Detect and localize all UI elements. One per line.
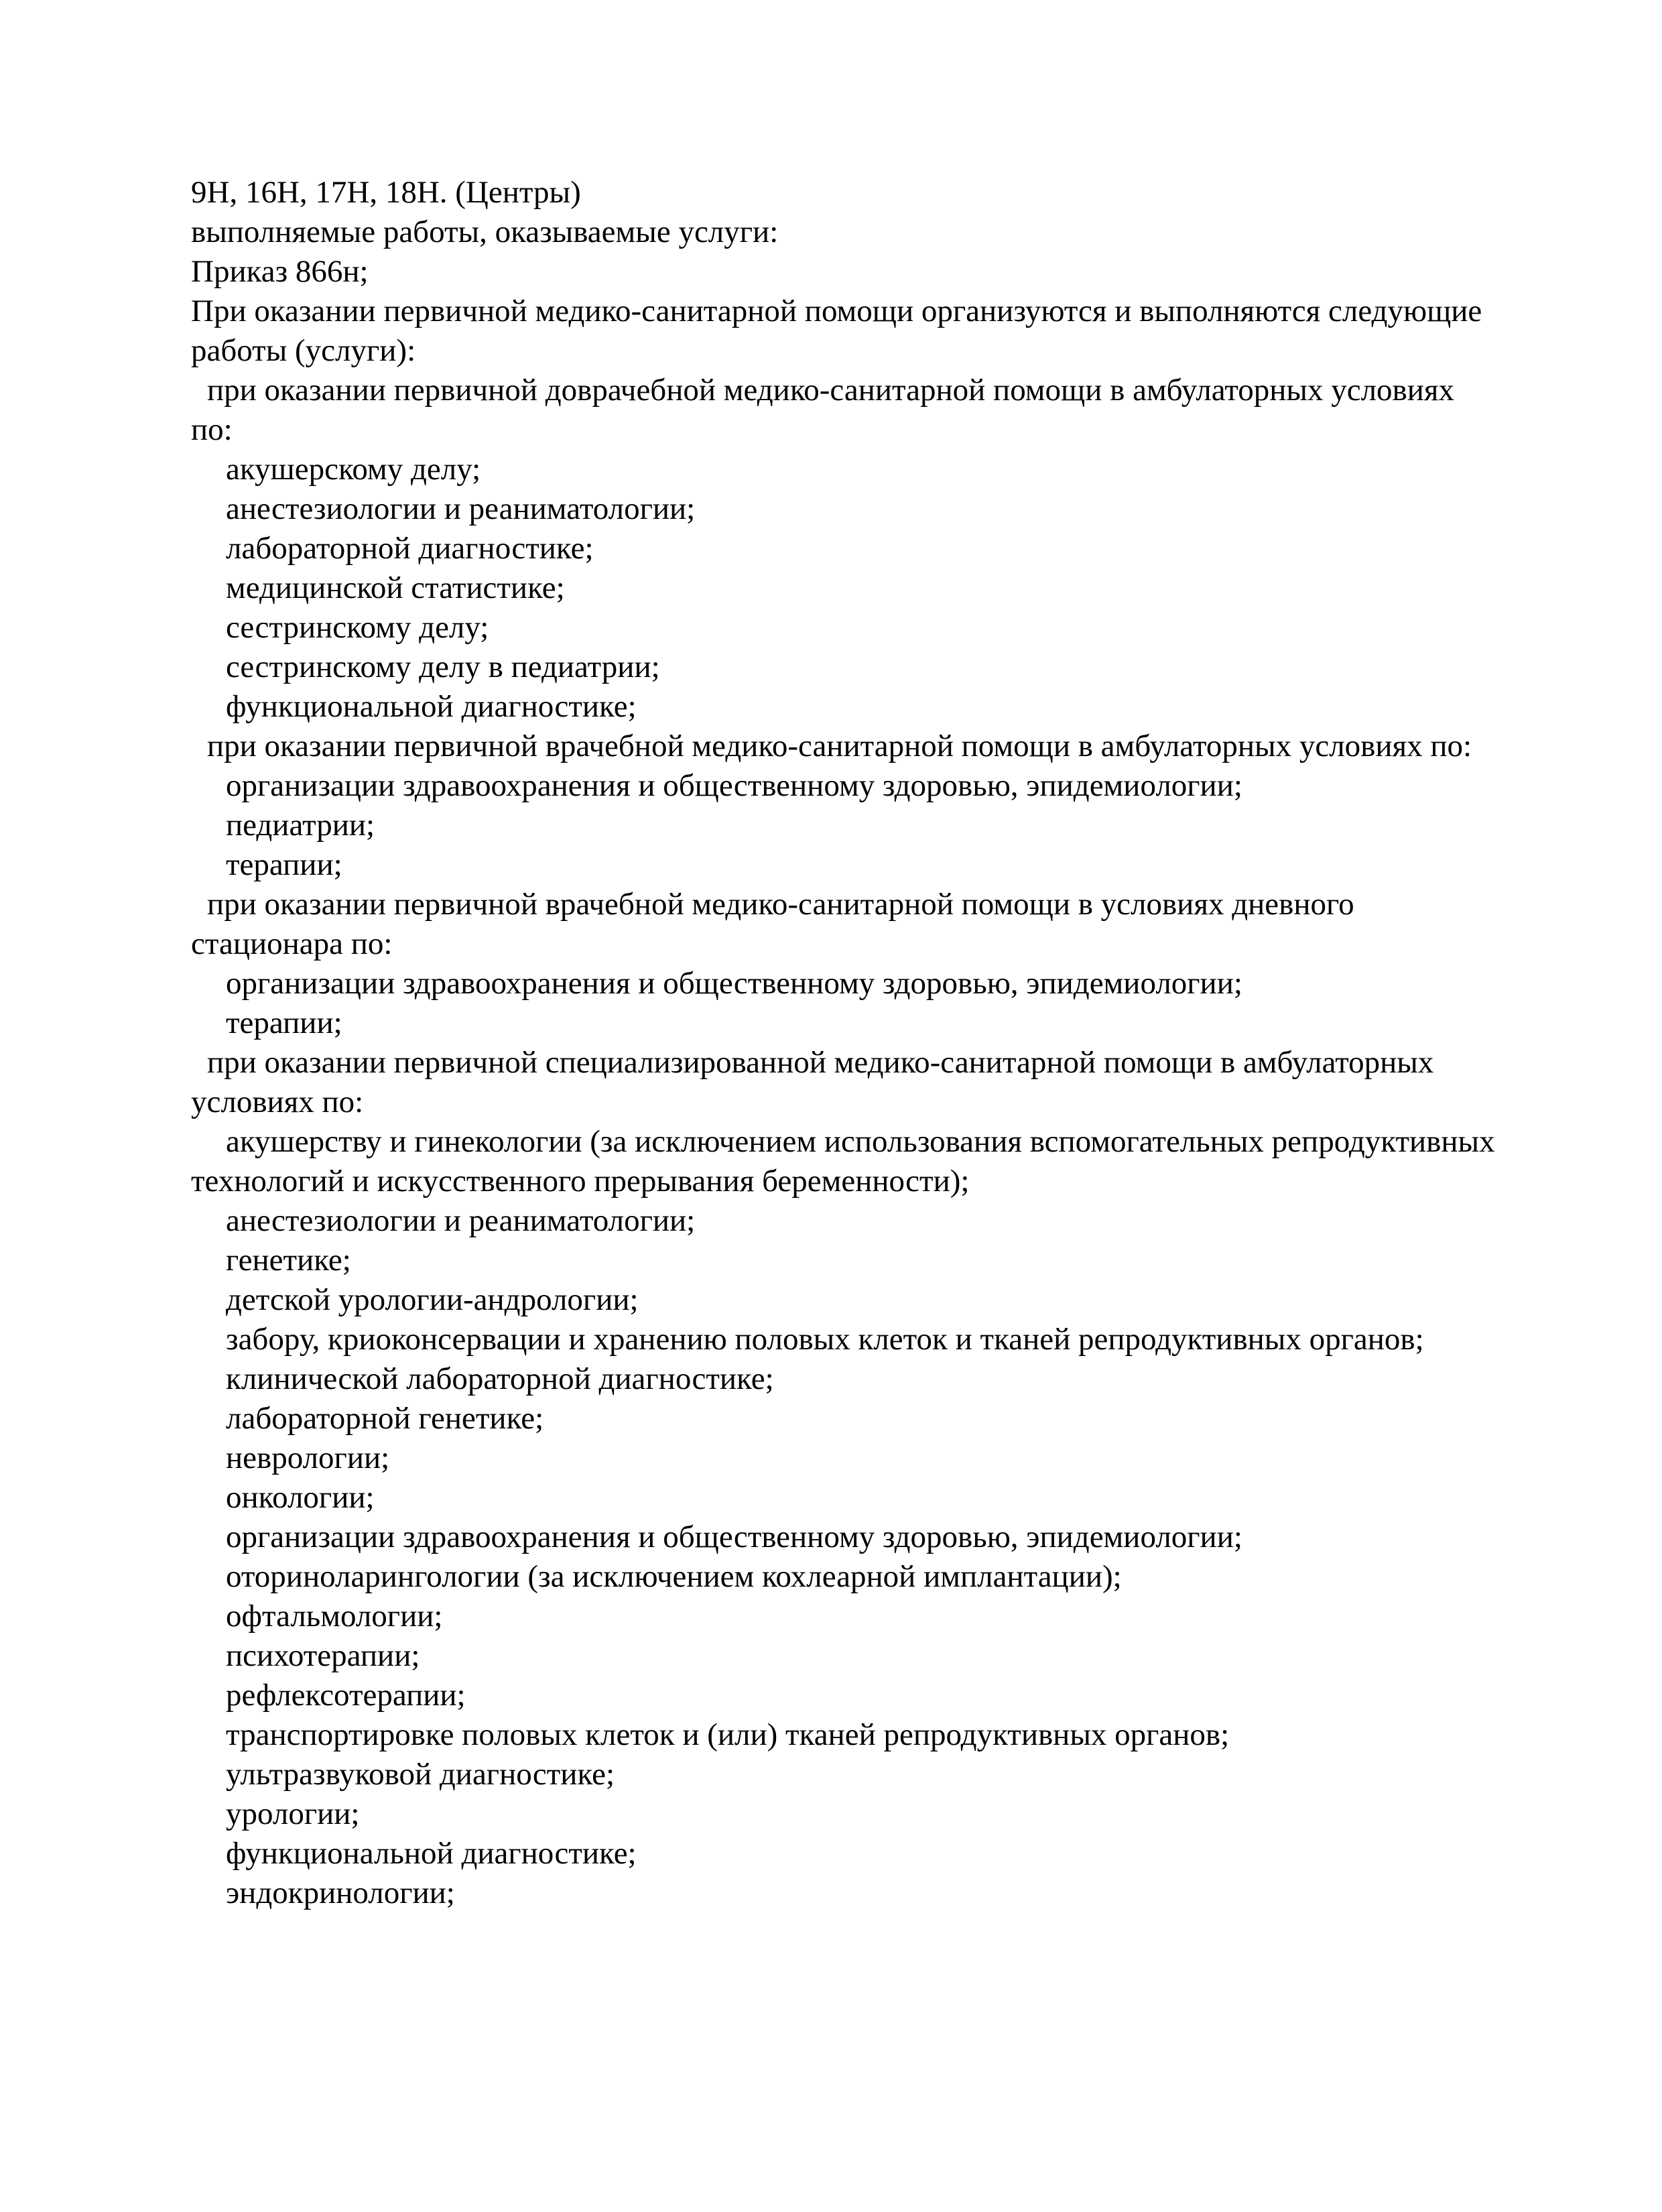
text-line: генетике; xyxy=(226,1243,351,1278)
text-line: ультразвуковой диагностике; xyxy=(226,1757,615,1792)
text-line: неврологии; xyxy=(226,1440,390,1475)
text-line: терапии; xyxy=(226,847,342,882)
text-line: стационара по: xyxy=(191,926,393,961)
text-line: транспортировке половых клеток и (или) тканей репродуктивных органов; xyxy=(226,1717,1230,1752)
text-line: при оказании первичной врачебной медико-санитарной помощи в амбулаторных условиях по: xyxy=(207,729,1472,763)
document-page xyxy=(191,173,1545,1913)
text-line: анестезиологии и реаниматологии; xyxy=(226,1203,696,1238)
text-line: рефлексотерапии; xyxy=(226,1678,466,1713)
text-line: технологий и искусственного прерывания беременности); xyxy=(191,1164,970,1199)
text-line: анестезиологии и реаниматологии; xyxy=(226,491,696,526)
text-line: организации здравоохранения и общественному здоровью, эпидемиологии; xyxy=(226,768,1242,803)
text-line: организации здравоохранения и общественному здоровью, эпидемиологии; xyxy=(226,1520,1242,1554)
text-line: работы (услуги): xyxy=(191,333,416,368)
text-line: при оказании первичной доврачебной медико-санитарной помощи в амбулаторных условиях xyxy=(207,373,1455,408)
text-line: сестринскому делу; xyxy=(226,610,489,645)
text-line: по: xyxy=(191,412,233,447)
text-line: психотерапии; xyxy=(226,1638,420,1673)
text-line: условиях по: xyxy=(191,1085,364,1119)
text-line: педиатрии; xyxy=(226,808,375,843)
text-line: при оказании первичной врачебной медико-санитарной помощи в условиях дневного xyxy=(207,887,1354,922)
text-line: при оказании первичной специализированной медико-санитарной помощи в амбулаторных xyxy=(207,1045,1434,1080)
text-line: Приказ 866н; xyxy=(191,254,369,289)
text-line: лабораторной генетике; xyxy=(226,1401,544,1436)
text-line: акушерству и гинекологии (за исключением использования вспомогательных репродуктивных xyxy=(226,1124,1495,1159)
text-line: офтальмологии; xyxy=(226,1599,443,1634)
text-line: организации здравоохранения и общественному здоровью, эпидемиологии; xyxy=(226,966,1242,1001)
text-line: медицинской статистике; xyxy=(226,570,565,605)
text-line: функциональной диагностике; xyxy=(226,1836,637,1871)
text-line: При оказании первичной медико-санитарной помощи организуются и выполняются следующие xyxy=(191,294,1482,328)
text-line: забору, криоконсервации и хранению половых клеток и тканей репродуктивных органов; xyxy=(226,1322,1424,1357)
text-line: клинической лабораторной диагностике; xyxy=(226,1361,774,1396)
text-line: эндокринологии; xyxy=(226,1876,455,1910)
text-line: детской урологии-андрологии; xyxy=(226,1282,639,1317)
text-line: онкологии; xyxy=(226,1480,375,1515)
text-line: урологии; xyxy=(226,1796,360,1831)
text-line: лабораторной диагностике; xyxy=(226,531,594,566)
text-line: оториноларингологии (за исключением кохлеарной имплантации); xyxy=(226,1559,1122,1594)
text-line: сестринскому делу в педиатрии; xyxy=(226,650,660,684)
text-line: функциональной диагностике; xyxy=(226,689,637,724)
text-line: терапии; xyxy=(226,1005,342,1040)
text-line: выполняемые работы, оказываемые услуги: xyxy=(191,214,779,249)
text-line: 9Н, 16Н, 17Н, 18Н. (Центры) xyxy=(191,175,581,210)
text-line: акушерскому делу; xyxy=(226,452,481,487)
